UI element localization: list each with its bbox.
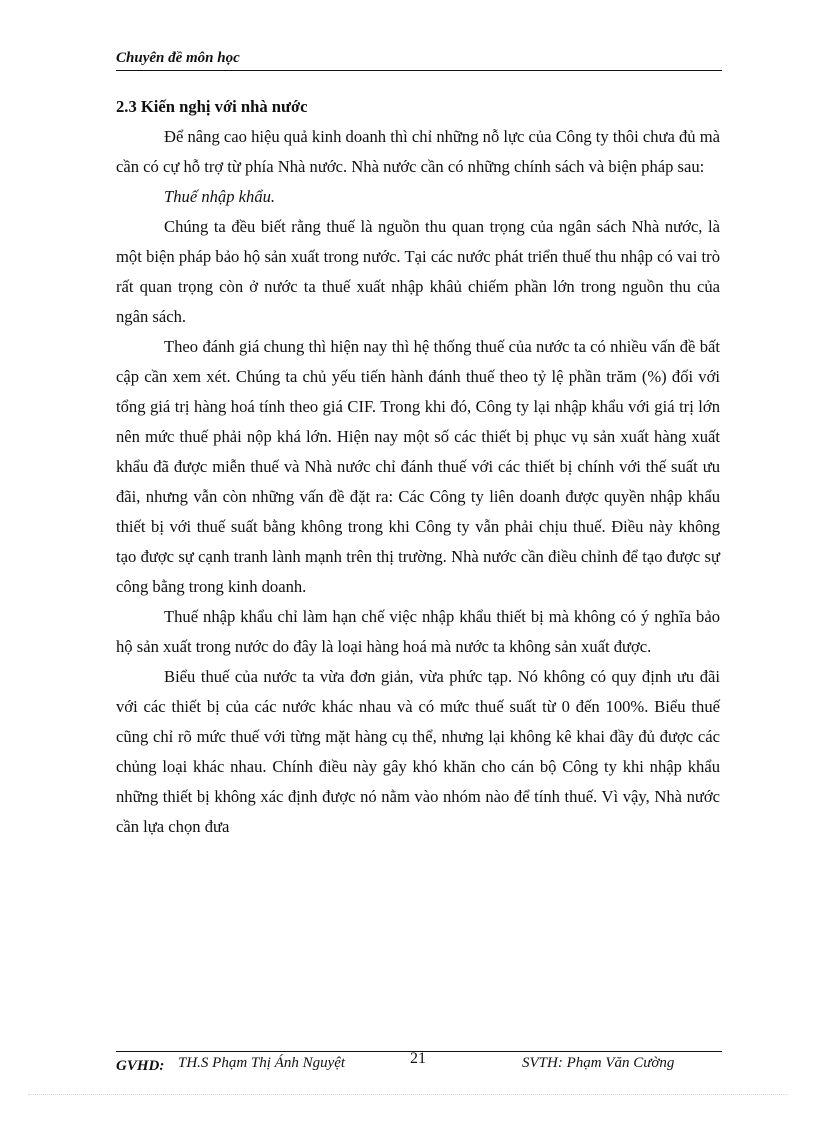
header-title: Chuyên đề môn học (116, 50, 240, 66)
advisor-label: GVHD: (116, 1058, 165, 1074)
page-number: 21 (410, 1050, 426, 1067)
paragraph-tax-role: Chúng ta đều biết rằng thuế là nguồn thu quan trọng của ngân sách Nhà nước, là một biện pháp bảo hộ sản xuất trong nước. Tại các nước phát triển thuế thu nhập có vai trò rất quan trọng còn ở nước ta thuế xuất nhập khâủ chiếm phần lớn trong nguồn thu của ngân sách. (116, 217, 720, 326)
page-header (116, 50, 722, 71)
section-heading: 2.3 Kiến nghị với nhà nước (116, 97, 308, 116)
student-name: SVTH: Phạm Văn Cường (522, 1055, 675, 1071)
paragraph-intro: Để nâng cao hiệu quả kinh doanh thì chỉ những nỗ lực của Công ty thôi chưa đủ mà cần có cự hỗ trợ từ phía Nhà nước. Nhà nước cần có những chính sách và biện pháp sau: (116, 127, 721, 176)
subheading-import-tax: Thuế nhập khẩu. (164, 187, 276, 206)
paragraph-import-limit: Thuế nhập khẩu chỉ làm hạn chế việc nhập khẩu thiết bị mà không có ý nghĩa bảo hộ sản xuất trong nước do đây là loại hàng hoá mà nước ta không sản xuất được. (116, 607, 720, 656)
paragraph-tariff: Biểu thuế của nước ta vừa đơn giản, vừa phức tạp. Nó không có quy định ưu đãi với các thiết bị của các nước khác nhau và có mức thuế suất từ 0 đến 100%. Biểu thuế cũng chỉ rõ mức thuế với từng mặt hàng cụ thể, nhưng lại không kê khai đầy đủ được các chủng loại khác nhau. Chính điều này gây khó khăn cho cán bộ Công ty khi nhập khẩu những thiết bị không xác định được nó nằm vào nhóm nào để tính thuế. Vì vậy, Nhà nước cần lựa chọn đưa (116, 667, 720, 836)
advisor-name: TH.S Phạm Thị Ánh Nguyệt (178, 1055, 346, 1071)
paragraph-tax-system: Theo đánh giá chung thì hiện nay thì hệ thống thuế của nước ta có nhiều vấn đề bất cập cần xem xét. Chúng ta chủ yếu tiến hành đánh thuế theo tỷ lệ phần trăm (%) đối với tổng giá trị hàng hoá tính theo giá CIF. Trong khi đó, Công ty lại nhập khẩu với giá trị lớn nên mức thuế phải nộp khá lớn. Hiện nay một số các thiết bị phục vụ sản xuất hàng xuất khẩu đã được miễn thuế và Nhà nước chỉ đánh thuế với các thiết bị chính với thế suất ưu đãi, nhưng vẫn còn những vấn đề đặt ra: Các Công ty liên doanh được quyền nhập khẩu thiết bị với thuế suất bằng không trong khi Công ty vẫn phải chịu thuế. Điều này không tạo được sự cạnh tranh lành mạnh trên thị trường. Nhà nước cần điều chỉnh để tạo được sự công bằng trong kinh doanh. (116, 337, 720, 596)
document-body (116, 92, 720, 842)
page-footer (116, 1050, 722, 1078)
page-edge-divider (28, 1094, 788, 1095)
